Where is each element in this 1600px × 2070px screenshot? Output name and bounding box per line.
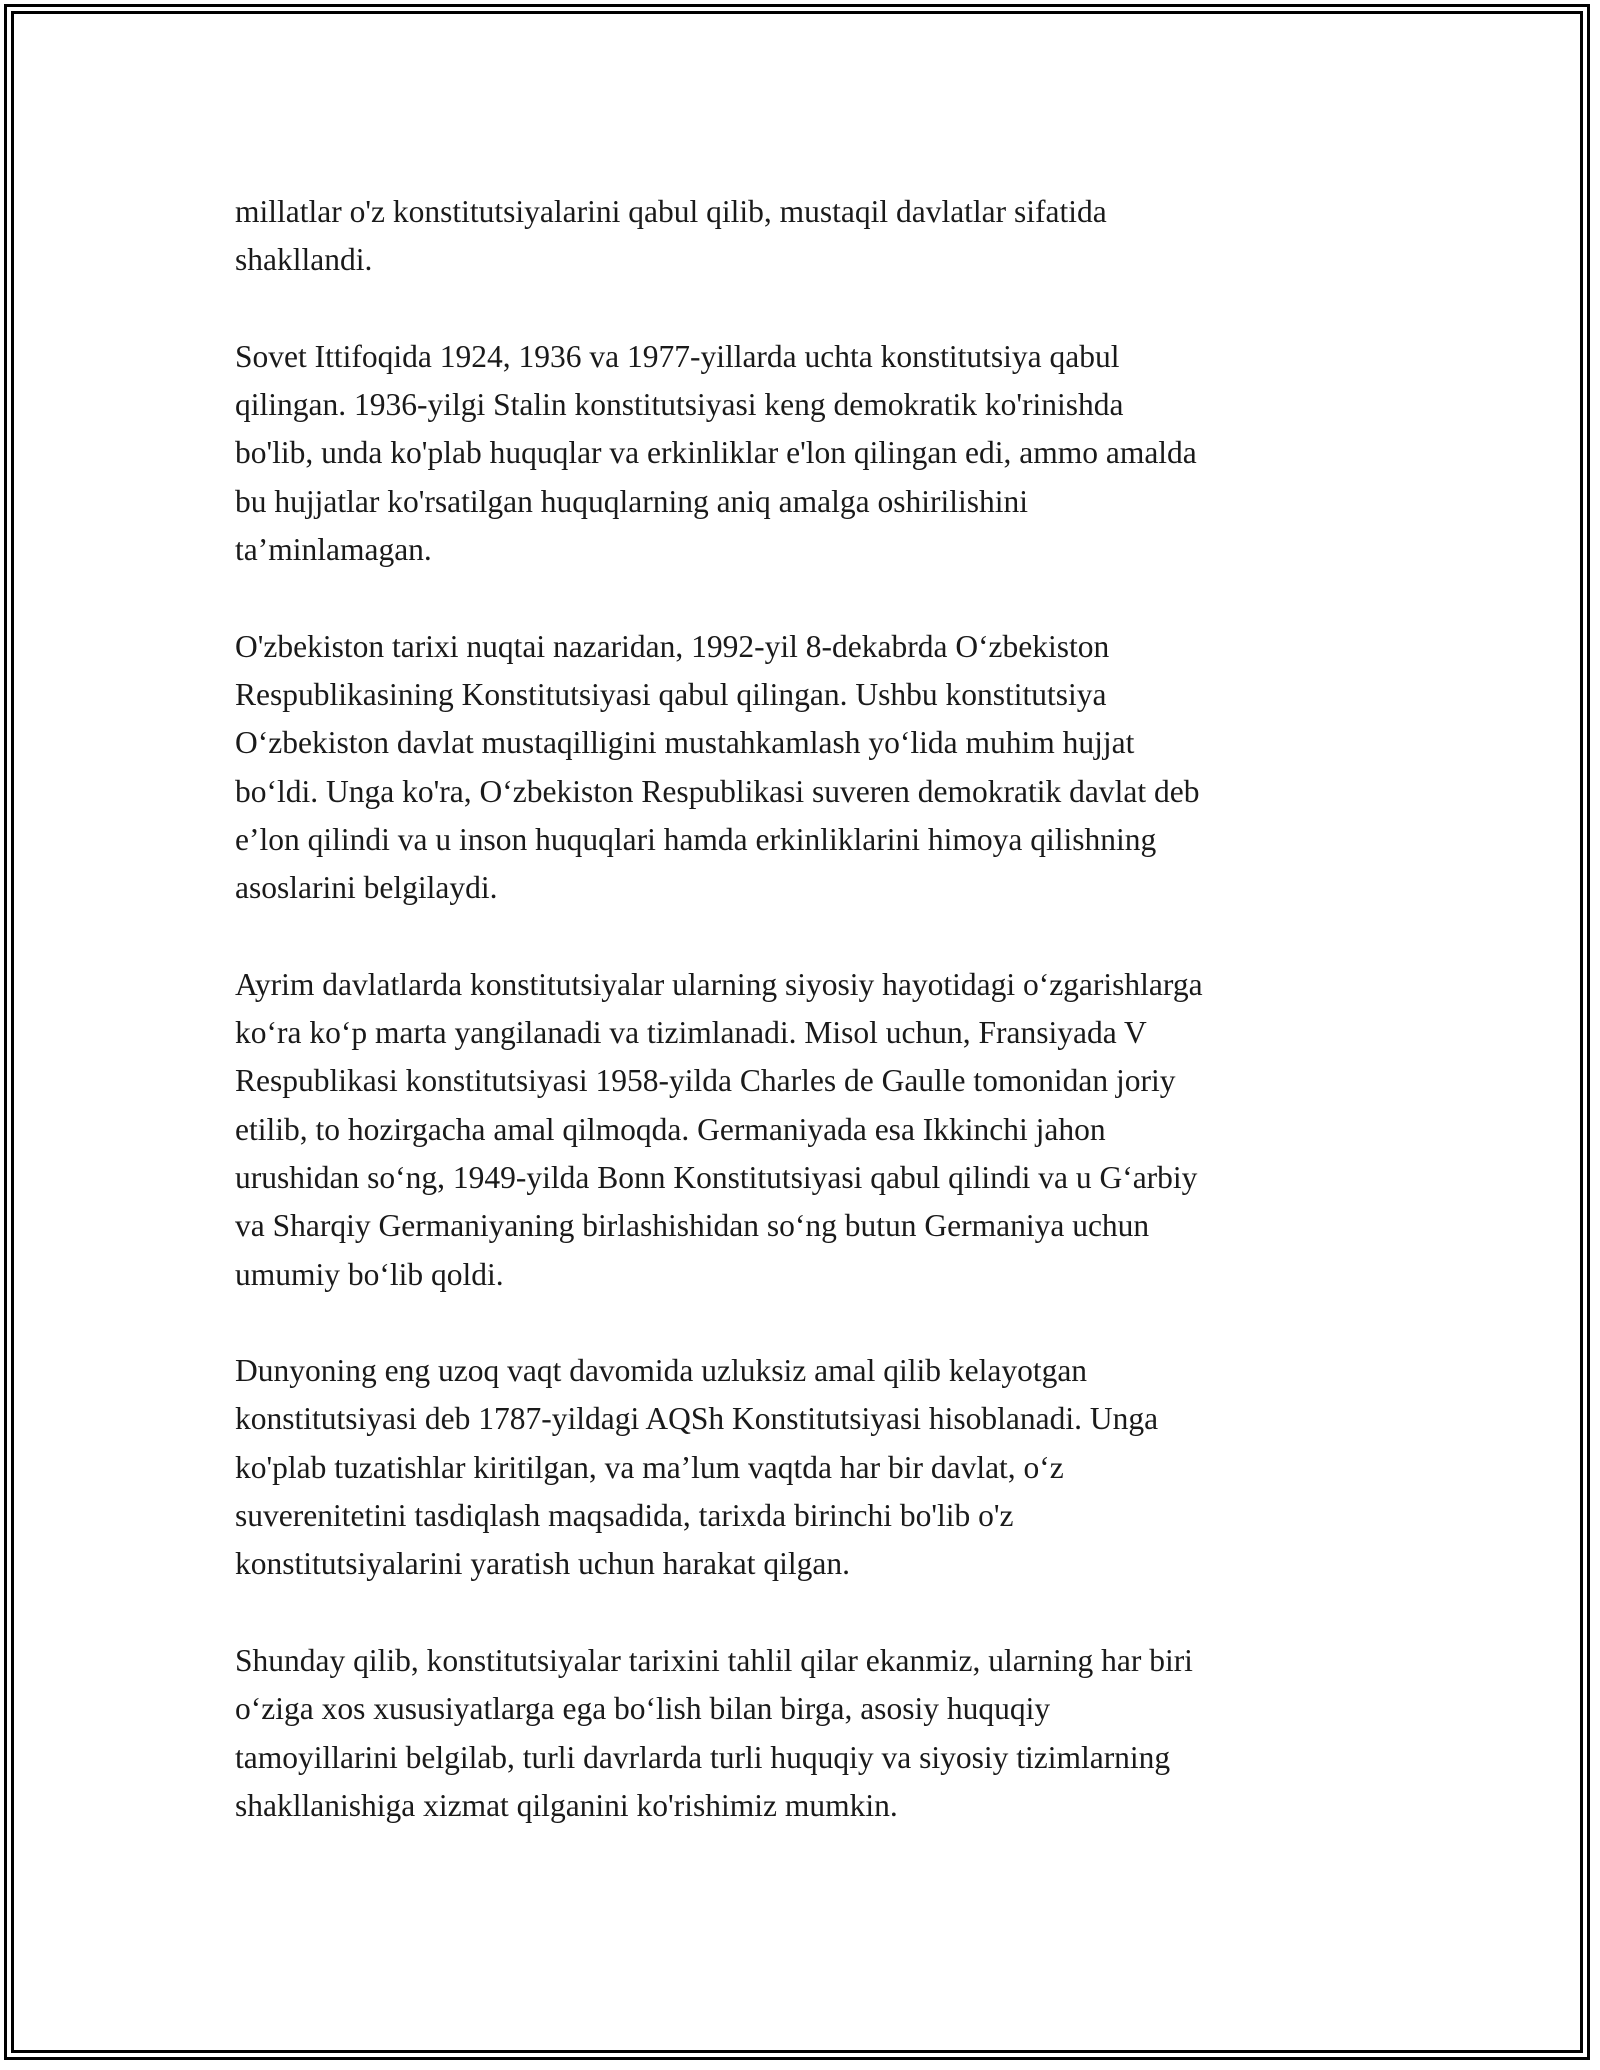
paragraph: millatlar o'z konstitutsiyalarini qabul qilib, mustaqil davlatlar sifatida shakllandi. — [235, 194, 1107, 278]
paragraph: Sovet Ittifoqida 1924, 1936 va 1977-yillarda uchta konstitutsiya qabul qilingan. 1936-yilgi Stalin konstitutsiyasi keng demokratik ko'rinishda bo'lib, unda ko'plab huquqlar va erkinliklar e'lon qilingan edi, ammo amalda bu hujjatlar ko'rsatilgan huquqlarning aniq amalga oshirilishini ta’minlamagan. — [235, 338, 1197, 568]
paragraph: O'zbekiston tarixi nuqtai nazaridan, 1992-yil 8-dekabrda O‘zbekiston Respublikasining Konstitutsiyasi qabul qilingan. Ushbu konstitutsiya O‘zbekiston davlat mustaqilligini mustahkamlash yo‘lida muhim hujjat bo‘ldi. Unga ko'ra, O‘zbekiston Respublikasi suveren demokratik davlat deb e’lon qilindi va u inson huquqlari hamda erkinliklarini himoya qilishning asoslarini belgilaydi. — [235, 628, 1200, 906]
document-body — [235, 188, 1395, 1878]
paragraph: Ayrim davlatlarda konstitutsiyalar ularning siyosiy hayotidagi o‘zgarishlarga ko‘ra ko‘p marta yangilanadi va tizimlanadi. Misol uchun, Fransiyada V Respublikasi konstitutsiyasi 1958-yilda Charles de Gaulle tomonidan joriy etilib, to hozirgacha amal qilmoqda. Germaniyada esa Ikkinchi jahon urushidan so‘ng, 1949-yilda Bonn Konstitutsiyasi qabul qilindi va u G‘arbiy va Sharqiy Germaniyaning birlashishidan so‘ng butun Germaniya uchun umumiy bo‘lib qoldi. — [235, 966, 1203, 1292]
paragraph: Shunday qilib, konstitutsiyalar tarixini tahlil qilar ekanmiz, ularning har biri o‘ziga xos xususiyatlarga ega bo‘lish bilan birga, asosiy huquqiy tamoyillarini belgilab, turli davrlarda turli huquqiy va siyosiy tizimlarning shakllanishiga xizmat qilganini ko'rishimiz mumkin. — [235, 1642, 1193, 1823]
paragraph: Dunyoning eng uzoq vaqt davomida uzluksiz amal qilib kelayotgan konstitutsiyasi deb 1787-yildagi AQSh Konstitutsiyasi hisoblanadi. Unga ko'plab tuzatishlar kiritilgan, va ma’lum vaqtda har bir davlat, o‘z suverenitetini tasdiqlash maqsadida, tarixda birinchi bo'lib o'z konstitutsiyalarini yaratish uchun harakat qilgan. — [235, 1353, 1159, 1582]
